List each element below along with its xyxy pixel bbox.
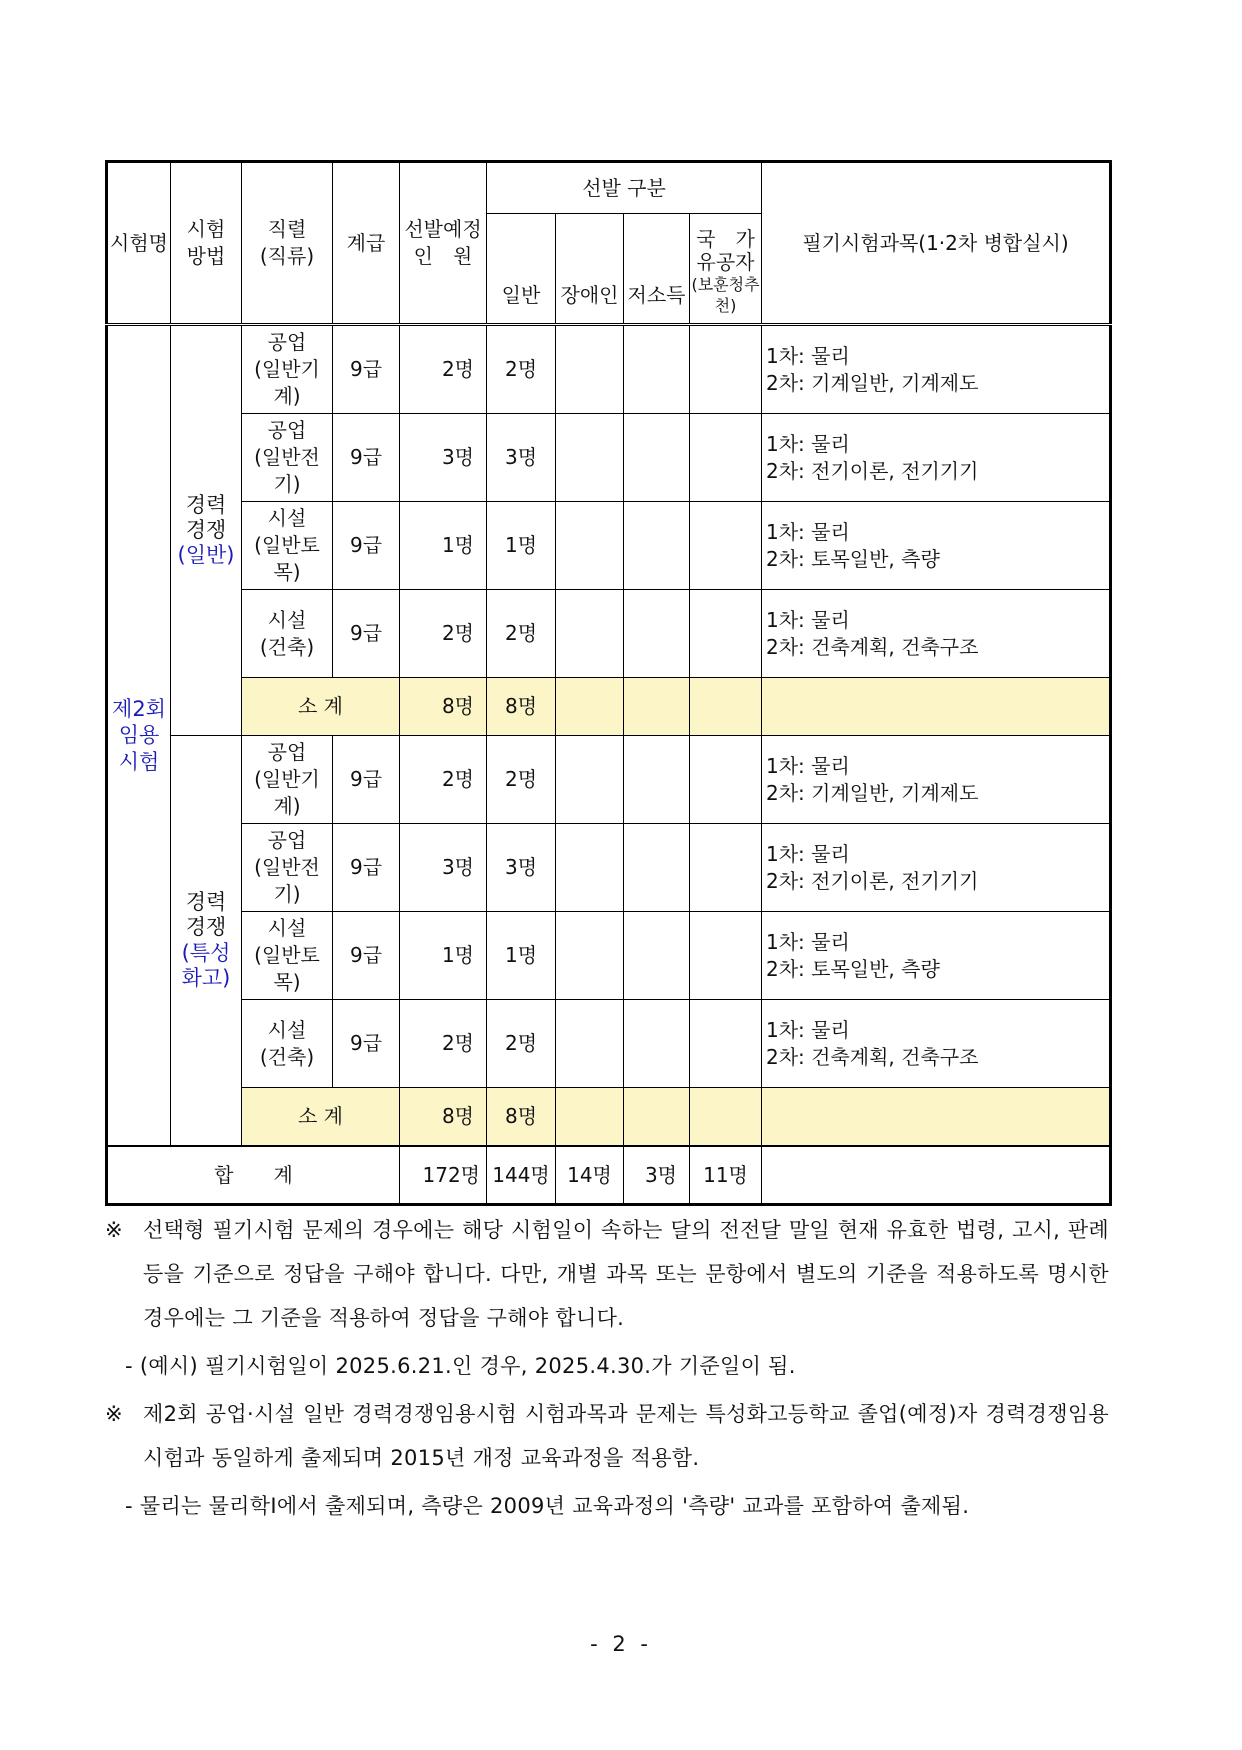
table-row (107, 736, 1111, 824)
grade-cell: 9급 (333, 912, 400, 1000)
note-standard-date (105, 1208, 1109, 1340)
subject-first: 1차: 물리 (766, 431, 850, 456)
table-row (107, 414, 1111, 502)
header-veterans-note: (보훈청추천) (691, 274, 760, 316)
subject-first: 1차: 물리 (766, 1017, 850, 1042)
subject-second: 2차: 건축계획, 건축구조 (766, 634, 979, 659)
general-cell: 1명 (487, 912, 556, 1000)
planned-cell: 2명 (400, 590, 487, 678)
header-disabled: 장애인 (556, 214, 624, 325)
notes-section (105, 1208, 1109, 1528)
subject-second: 2차: 토목일반, 측량 (766, 956, 940, 981)
veterans-cell (690, 736, 762, 824)
low-income-cell (624, 325, 690, 414)
method-type: (특성 화고) (181, 940, 231, 990)
position-cell: 시설 (일반토목) (242, 502, 333, 590)
note-curriculum (105, 1392, 1109, 1480)
subjects-cell (762, 590, 1111, 678)
table-row (107, 502, 1111, 590)
subjects-cell (762, 736, 1111, 824)
table-row (107, 1000, 1111, 1088)
grade-cell: 9급 (333, 1000, 400, 1088)
low-income-cell (624, 736, 690, 824)
disabled-cell (556, 325, 624, 414)
total-label: 합 계 (107, 1146, 400, 1205)
planned-cell: 1명 (400, 912, 487, 1000)
general-cell: 3명 (487, 824, 556, 912)
grade-cell: 9급 (333, 502, 400, 590)
subtotal-disabled (556, 1088, 624, 1147)
low-income-cell (624, 502, 690, 590)
grade-cell: 9급 (333, 325, 400, 414)
disabled-cell (556, 502, 624, 590)
subtotal-row (107, 678, 1111, 736)
table-row (107, 325, 1111, 414)
subject-first: 1차: 물리 (766, 343, 850, 368)
reference-mark-icon: ※ (105, 1218, 123, 1242)
total-disabled: 14명 (556, 1146, 624, 1205)
subjects-cell (762, 824, 1111, 912)
header-low-income: 저소득 (624, 214, 690, 325)
disabled-cell (556, 736, 624, 824)
subject-first: 1차: 물리 (766, 929, 850, 954)
subject-first: 1차: 물리 (766, 841, 850, 866)
subjects-cell (762, 414, 1111, 502)
recruitment-table (105, 160, 1112, 1206)
position-cell: 시설 (건축) (242, 1000, 333, 1088)
position-cell: 공업 (일반기계) (242, 325, 333, 414)
subtotal-disabled (556, 678, 624, 736)
disabled-cell (556, 1000, 624, 1088)
exam-name-cell: 제2회 임용 시험 (107, 325, 171, 1147)
planned-cell: 1명 (400, 502, 487, 590)
grade-cell: 9급 (333, 590, 400, 678)
subtotal-planned: 8명 (400, 1088, 487, 1147)
reference-mark-icon: ※ (105, 1402, 123, 1426)
disabled-cell (556, 414, 624, 502)
planned-cell: 3명 (400, 414, 487, 502)
page-number: - 2 - (590, 1632, 652, 1656)
note-example: - (예시) 필기시험일이 2025.6.21.인 경우, 2025.4.30.가 기준일이 됨. (125, 1354, 796, 1378)
veterans-cell (690, 590, 762, 678)
subtotal-label: 소 계 (242, 1088, 400, 1147)
subtotal-veterans (690, 1088, 762, 1147)
veterans-cell (690, 325, 762, 414)
total-subjects (762, 1146, 1111, 1205)
grade-cell: 9급 (333, 414, 400, 502)
header-position: 직렬 (직류) (242, 162, 333, 325)
total-general: 144명 (487, 1146, 556, 1205)
general-cell: 2명 (487, 1000, 556, 1088)
total-row (107, 1146, 1111, 1205)
position-cell: 시설 (건축) (242, 590, 333, 678)
general-cell: 3명 (487, 414, 556, 502)
method-cell (171, 325, 242, 736)
method-cell (171, 736, 242, 1147)
total-veterans: 11명 (690, 1146, 762, 1205)
note-text: 제2회 공업·시설 일반 경력경쟁임용시험 시험과목과 문제는 특성화고등학교 졸업(예정)자 경력경쟁임용시험과 동일하게 출제되며 2015년 개정 교육과정을 적용함. (143, 1402, 1109, 1470)
veterans-cell (690, 824, 762, 912)
subtotal-general: 8명 (487, 678, 556, 736)
total-planned: 172명 (400, 1146, 487, 1205)
subject-second: 2차: 기계일반, 기계제도 (766, 370, 979, 395)
subjects-cell (762, 325, 1111, 414)
subtotal-planned: 8명 (400, 678, 487, 736)
method-label: 경력 경쟁 (185, 890, 227, 940)
subject-first: 1차: 물리 (766, 607, 850, 632)
subjects-cell (762, 912, 1111, 1000)
low-income-cell (624, 414, 690, 502)
grade-cell: 9급 (333, 736, 400, 824)
position-cell: 공업 (일반전기) (242, 824, 333, 912)
general-cell: 2명 (487, 590, 556, 678)
subject-second: 2차: 기계일반, 기계제도 (766, 780, 979, 805)
veterans-cell (690, 912, 762, 1000)
position-cell: 공업 (일반기계) (242, 736, 333, 824)
header-veterans-label: 국 가 유공자 (696, 226, 755, 274)
grade-cell: 9급 (333, 824, 400, 912)
subtotal-low-income (624, 678, 690, 736)
planned-cell: 3명 (400, 824, 487, 912)
method-type: (일반) (177, 543, 235, 568)
general-cell: 2명 (487, 325, 556, 414)
subtotal-label: 소 계 (242, 678, 400, 736)
low-income-cell (624, 590, 690, 678)
subtotal-subjects (762, 678, 1111, 736)
header-planned: 선발예정 인 원 (400, 162, 487, 325)
veterans-cell (690, 502, 762, 590)
note-text: 선택형 필기시험 문제의 경우에는 해당 시험일이 속하는 달의 전전달 말일 현재 유효한 법령, 고시, 판례 등을 기준으로 정답을 구해야 합니다. 다만, 개별 과목 또는 문항에서 별도의 기준을 적용하도록 명시한 경우에는 그 기준을 적용하여 정답을 구해야 합니다. (143, 1218, 1109, 1330)
subjects-cell (762, 502, 1111, 590)
planned-cell: 2명 (400, 325, 487, 414)
header-veterans (690, 214, 762, 325)
method-label: 경력 경쟁 (185, 492, 227, 542)
header-grade: 계급 (333, 162, 400, 325)
general-cell: 1명 (487, 502, 556, 590)
header-selection-group: 선발 구분 (487, 162, 762, 214)
subtotal-subjects (762, 1088, 1111, 1147)
low-income-cell (624, 824, 690, 912)
subtotal-veterans (690, 678, 762, 736)
header-exam-name: 시험명 (107, 162, 171, 325)
subject-second: 2차: 전기이론, 전기기기 (766, 458, 979, 483)
subject-second: 2차: 건축계획, 건축구조 (766, 1044, 979, 1069)
general-cell: 2명 (487, 736, 556, 824)
table-row (107, 824, 1111, 912)
planned-cell: 2명 (400, 736, 487, 824)
header-method: 시험 방법 (171, 162, 242, 325)
subtotal-low-income (624, 1088, 690, 1147)
table-row (107, 912, 1111, 1000)
subjects-cell (762, 1000, 1111, 1088)
disabled-cell (556, 912, 624, 1000)
low-income-cell (624, 912, 690, 1000)
subtotal-row (107, 1088, 1111, 1147)
subject-second: 2차: 전기이론, 전기기기 (766, 868, 979, 893)
planned-cell: 2명 (400, 1000, 487, 1088)
table-row (107, 590, 1111, 678)
position-cell: 시설 (일반토목) (242, 912, 333, 1000)
veterans-cell (690, 414, 762, 502)
total-low-income: 3명 (624, 1146, 690, 1205)
disabled-cell (556, 824, 624, 912)
subtotal-general: 8명 (487, 1088, 556, 1147)
header-subjects: 필기시험과목(1·2차 병합실시) (762, 162, 1111, 325)
recruitment-sheet (105, 160, 1109, 1206)
subject-second: 2차: 토목일반, 측량 (766, 546, 940, 571)
low-income-cell (624, 1000, 690, 1088)
note-detail: - 물리는 물리학Ⅰ에서 출제되며, 측량은 2009년 교육과정의 '측량' 교과를 포함하여 출제됨. (125, 1494, 970, 1518)
subject-first: 1차: 물리 (766, 753, 850, 778)
veterans-cell (690, 1000, 762, 1088)
header-general: 일반 (487, 214, 556, 325)
disabled-cell (556, 590, 624, 678)
subject-first: 1차: 물리 (766, 519, 850, 544)
position-cell: 공업 (일반전기) (242, 414, 333, 502)
